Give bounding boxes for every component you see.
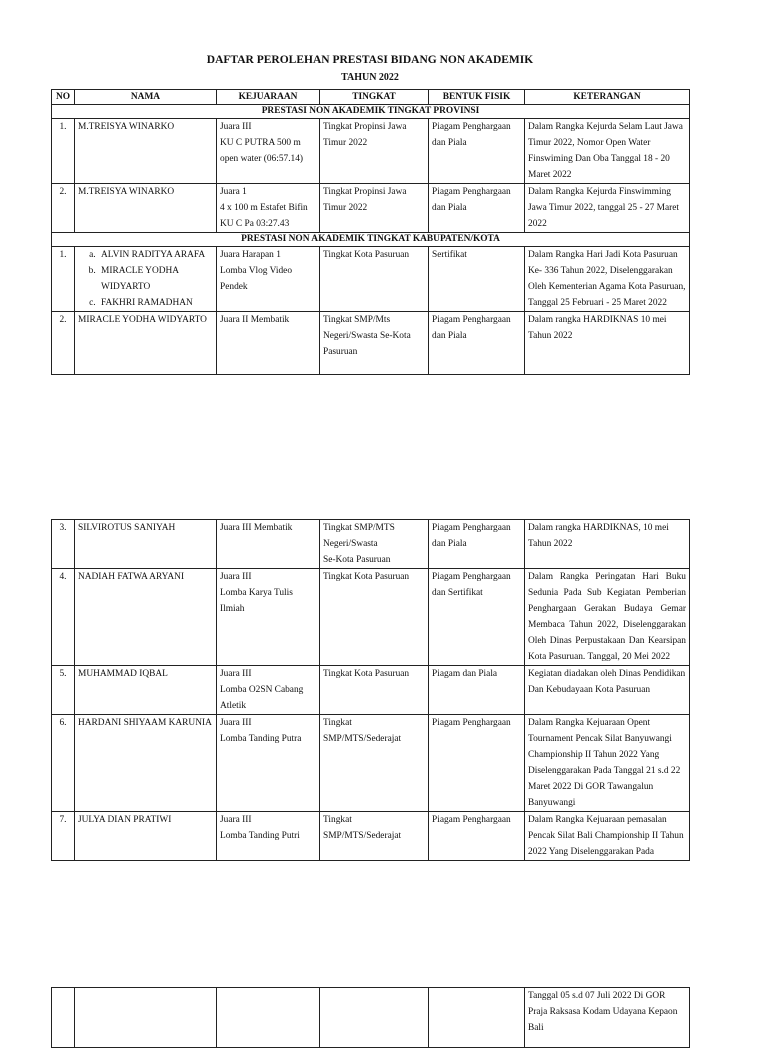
table-row bbox=[52, 666, 690, 715]
cell-bentuk bbox=[429, 988, 525, 1048]
table-row bbox=[52, 247, 690, 312]
cell-tingkat: Tingkat SMP/Mts Negeri/Swasta Se-Kota Pasuruan bbox=[320, 312, 429, 375]
section-row-provinsi bbox=[52, 105, 690, 119]
list-item: b. MIRACLE YODHA WIDYARTO bbox=[98, 263, 213, 295]
cell-kejuaraan: Juara III Lomba O2SN Cabang Atletik bbox=[217, 666, 320, 715]
cell-keterangan: Dalam Rangka Kejuaraan Opent Tournament Pencak Silat Banyuwangi Championship II Tahun 2022 Yang Diselenggarakan Pada Tanggal 21 s.d 22 Maret 2022 Di GOR Tawangalun Banyuwangi bbox=[525, 715, 690, 812]
cell-kejuaraan: Juara III KU C PUTRA 500 m open water (06:57.14) bbox=[217, 119, 320, 184]
cell-keterangan: Dalam Rangka Kejurda Finswimming Jawa Timur 2022, tanggal 25 - 27 Maret 2022 bbox=[525, 184, 690, 233]
cell-no bbox=[52, 988, 75, 1048]
header-no: NO bbox=[52, 90, 75, 105]
header-nama: NAMA bbox=[75, 90, 217, 105]
cell-keterangan: Kegiatan diadakan oleh Dinas Pendidikan Dan Kebudayaan Kota Pasuruan bbox=[525, 666, 690, 715]
cell-keterangan: Dalam Rangka Kejurda Selam Laut Jawa Timur 2022, Nomor Open Water Finswiming Dan Oba Tanggal 18 - 20 Maret 2022 bbox=[525, 119, 690, 184]
achievement-table-continued bbox=[51, 519, 690, 861]
cell-bentuk: Piagam dan Piala bbox=[429, 666, 525, 715]
cell-tingkat: Tingkat Propinsi Jawa Timur 2022 bbox=[320, 119, 429, 184]
cell-kejuaraan: Juara III Membatik bbox=[217, 520, 320, 569]
cell-no: 2. bbox=[52, 184, 75, 233]
cell-bentuk: Piagam Penghargaan bbox=[429, 715, 525, 812]
achievement-table bbox=[51, 89, 690, 375]
header-keterangan: KETERANGAN bbox=[525, 90, 690, 105]
cell-tingkat: Tingkat SMP/MTS/Sederajat bbox=[320, 812, 429, 861]
cell-kejuaraan: Juara Harapan 1 Lomba Vlog Video Pendek bbox=[217, 247, 320, 312]
cell-nama: JULYA DIAN PRATIWI bbox=[75, 812, 217, 861]
cell-kejuaraan: Juara III Lomba Tanding Putra bbox=[217, 715, 320, 812]
cell-no: 4. bbox=[52, 569, 75, 666]
table-header-row bbox=[52, 90, 690, 105]
cell-keterangan: Dalam Rangka Peringatan Hari Buku Sedunia Pada Sub Kegiatan Pemberian Penghargaan Gerakan Budaya Gemar Membaca Tahun 2022, Diselenggarakan Oleh Dinas Perpustakaan Dan Kearsipan Kota Pasuruan. Tanggal, 20 Mei 2022 bbox=[525, 569, 690, 666]
cell-bentuk: Piagam Penghargaan dan Piala bbox=[429, 520, 525, 569]
cell-nama: MUHAMMAD IQBAL bbox=[75, 666, 217, 715]
table-row bbox=[52, 520, 690, 569]
cell-bentuk: Sertifikat bbox=[429, 247, 525, 312]
cell-kejuaraan: Juara III Lomba Karya Tulis Ilmiah bbox=[217, 569, 320, 666]
cell-kejuaraan bbox=[217, 988, 320, 1048]
cell-nama bbox=[75, 247, 217, 312]
section-row-kabupaten bbox=[52, 233, 690, 247]
cell-bentuk: Piagam Penghargaan dan Piala bbox=[429, 119, 525, 184]
list-item: a. ALVIN RADITYA ARAFA bbox=[98, 247, 213, 263]
cell-keterangan: Dalam rangka HARDIKNAS, 10 mei Tahun 2022 bbox=[525, 520, 690, 569]
table-row bbox=[52, 184, 690, 233]
cell-tingkat: Tingkat Kota Pasuruan bbox=[320, 247, 429, 312]
list-item: c. FAKHRI RAMADHAN bbox=[98, 295, 213, 311]
table-row bbox=[52, 812, 690, 861]
cell-tingkat: Tingkat Kota Pasuruan bbox=[320, 666, 429, 715]
cell-tingkat: Tingkat Kota Pasuruan bbox=[320, 569, 429, 666]
cell-nama bbox=[75, 988, 217, 1048]
cell-nama: M.TREISYA WINARKO bbox=[75, 184, 217, 233]
cell-tingkat: Tingkat SMP/MTS/Sederajat bbox=[320, 715, 429, 812]
cell-keterangan: Dalam Rangka Hari Jadi Kota Pasuruan Ke- 336 Tahun 2022, Diselenggarakan Oleh Kementerian Agama Kota Pasuruan, Tanggal 25 Februari - 25 Maret 2022 bbox=[525, 247, 690, 312]
header-kejuaraan: KEJUARAAN bbox=[217, 90, 320, 105]
cell-no: 7. bbox=[52, 812, 75, 861]
cell-nama: M.TREISYA WINARKO bbox=[75, 119, 217, 184]
cell-no: 1. bbox=[52, 247, 75, 312]
cell-no: 1. bbox=[52, 119, 75, 184]
table-row bbox=[52, 715, 690, 812]
cell-kejuaraan: Juara 1 4 x 100 m Estafet Bifin KU C Pa 03:27.43 bbox=[217, 184, 320, 233]
cell-bentuk: Piagam Penghargaan dan Piala bbox=[429, 184, 525, 233]
table-row bbox=[52, 312, 690, 375]
cell-keterangan: Dalam rangka HARDIKNAS 10 mei Tahun 2022 bbox=[525, 312, 690, 375]
header-bentuk-fisik: BENTUK FISIK bbox=[429, 90, 525, 105]
cell-nama: MIRACLE YODHA WIDYARTO bbox=[75, 312, 217, 375]
table-row bbox=[52, 569, 690, 666]
table-row bbox=[52, 988, 690, 1048]
cell-nama: SILVIROTUS SANIYAH bbox=[75, 520, 217, 569]
cell-no: 2. bbox=[52, 312, 75, 375]
cell-keterangan: Dalam Rangka Kejuaraan pemasalan Pencak Silat Bali Championship II Tahun 2022 Yang Diselenggarakan Pada bbox=[525, 812, 690, 861]
cell-kejuaraan: Juara II Membatik bbox=[217, 312, 320, 375]
cell-bentuk: Piagam Penghargaan dan Piala bbox=[429, 312, 525, 375]
cell-bentuk: Piagam Penghargaan dan Sertifikat bbox=[429, 569, 525, 666]
cell-nama: HARDANI SHIYAAM KARUNIA bbox=[75, 715, 217, 812]
achievement-table-continued-2 bbox=[51, 987, 690, 1048]
cell-tingkat bbox=[320, 988, 429, 1048]
section-title: PRESTASI NON AKADEMIK TINGKAT PROVINSI bbox=[52, 105, 690, 119]
cell-no: 6. bbox=[52, 715, 75, 812]
cell-bentuk: Piagam Penghargaan bbox=[429, 812, 525, 861]
cell-kejuaraan: Juara III Lomba Tanding Putri bbox=[217, 812, 320, 861]
cell-tingkat: Tingkat Propinsi Jawa Timur 2022 bbox=[320, 184, 429, 233]
cell-nama: NADIAH FATWA ARYANI bbox=[75, 569, 217, 666]
page-title: DAFTAR PEROLEHAN PRESTASI BIDANG NON AKADEMIK bbox=[206, 54, 534, 66]
cell-keterangan: Tanggal 05 s.d 07 Juli 2022 Di GOR Praja Raksasa Kodam Udayana Kepaon Bali bbox=[525, 988, 690, 1048]
cell-no: 3. bbox=[52, 520, 75, 569]
name-list bbox=[78, 247, 213, 311]
header-tingkat: TINGKAT bbox=[320, 90, 429, 105]
page-subtitle: TAHUN 2022 bbox=[341, 72, 399, 83]
section-title: PRESTASI NON AKADEMIK TINGKAT KABUPATEN/KOTA bbox=[52, 233, 690, 247]
cell-tingkat: Tingkat SMP/MTS Negeri/Swasta Se-Kota Pasuruan bbox=[320, 520, 429, 569]
table-row bbox=[52, 119, 690, 184]
cell-no: 5. bbox=[52, 666, 75, 715]
